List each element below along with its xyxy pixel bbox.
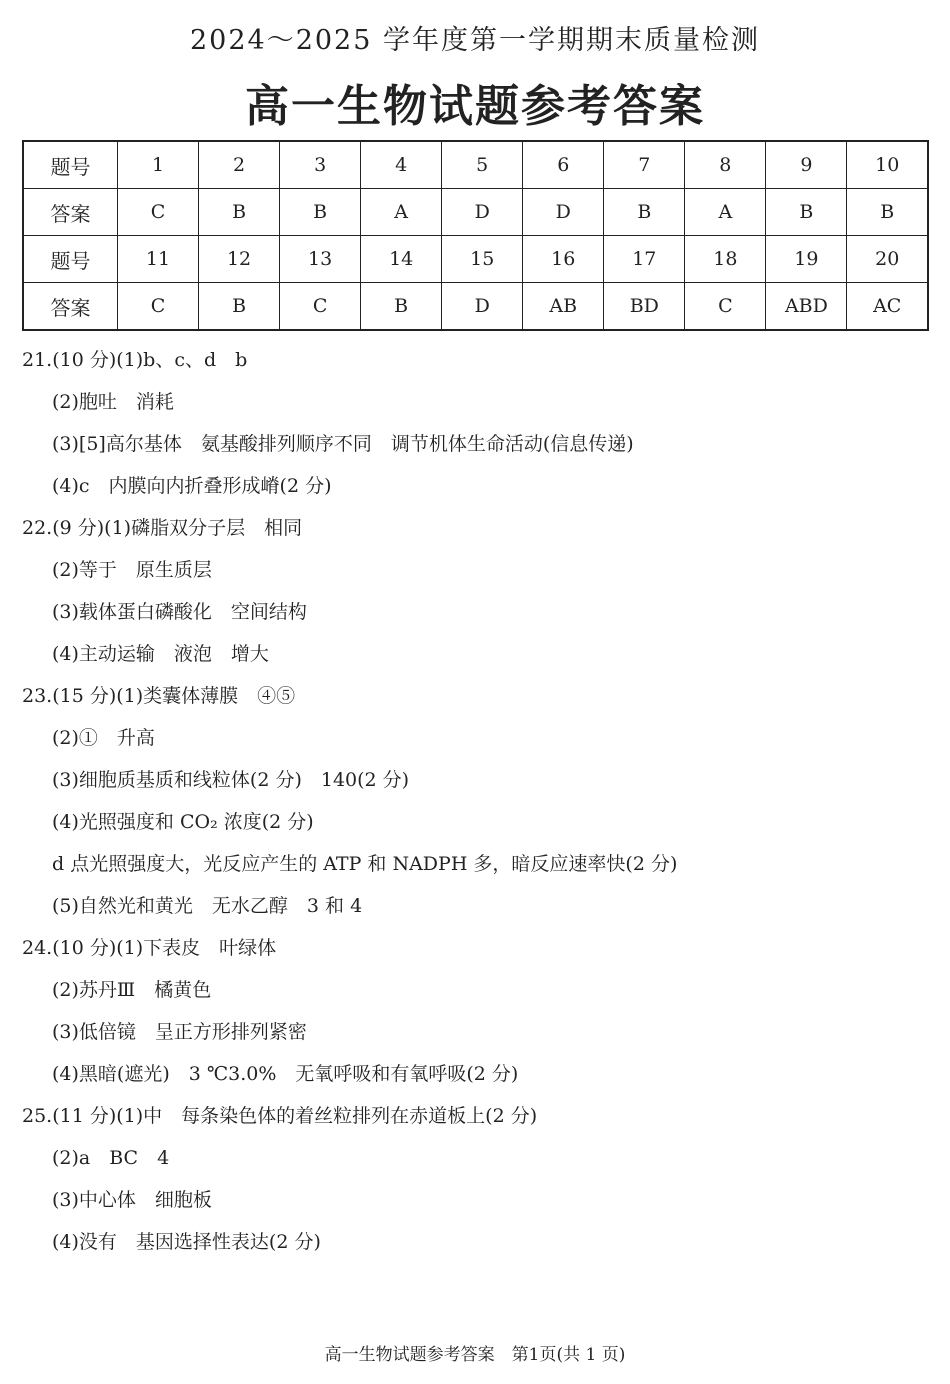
- answer-line-q21-3: (3)[5]高尔基体 氨基酸排列顺序不同 调节机体生命活动(信息传递): [52, 433, 634, 455]
- answer-cell: B: [847, 189, 928, 236]
- question-number-cell: 10: [847, 141, 928, 189]
- question-number-cell: 18: [685, 236, 766, 283]
- question-number-cell: 6: [523, 141, 604, 189]
- question-number-cell: 17: [604, 236, 685, 283]
- answer-cell: C: [280, 283, 361, 331]
- answer-line-q23-2: (2)① 升高: [52, 727, 155, 749]
- answer-line-q23-1: 23.(15 分)(1)类囊体薄膜 ④⑤: [22, 685, 296, 707]
- answer-line-q25-2: (2)a BC 4: [52, 1147, 170, 1169]
- question-number-cell: 14: [361, 236, 442, 283]
- answer-line-q22-4: (4)主动运输 液泡 增大: [52, 643, 269, 665]
- answer-line-q21-1: 21.(10 分)(1)b、c、d b: [22, 349, 248, 371]
- answer-line-q25-3: (3)中心体 细胞板: [52, 1189, 212, 1211]
- question-number-cell: 20: [847, 236, 928, 283]
- answer-cell: AB: [523, 283, 604, 331]
- question-number-cell: 11: [118, 236, 199, 283]
- answer-table: [22, 140, 929, 331]
- answer-line-q24-4: (4)黑暗(遮光) 3 ℃3.0% 无氧呼吸和有氧呼吸(2 分): [52, 1063, 519, 1085]
- answer-line-q25-4: (4)没有 基因选择性表达(2 分): [52, 1231, 321, 1253]
- answer-cell: BD: [604, 283, 685, 331]
- row-label-question: 题号: [23, 141, 118, 189]
- table-row-question-numbers-2: [23, 236, 928, 283]
- question-number-cell: 13: [280, 236, 361, 283]
- question-number-cell: 9: [766, 141, 847, 189]
- question-number-cell: 16: [523, 236, 604, 283]
- question-number-cell: 4: [361, 141, 442, 189]
- answer-cell: ABD: [766, 283, 847, 331]
- answer-cell: B: [280, 189, 361, 236]
- question-number-cell: 8: [685, 141, 766, 189]
- answer-line-q23-3: (3)细胞质基质和线粒体(2 分) 140(2 分): [52, 769, 410, 791]
- question-number-cell: 3: [280, 141, 361, 189]
- answer-line-q23-4b: d 点光照强度大，光反应产生的 ATP 和 NADPH 多，暗反应速率快(2 分): [52, 853, 678, 875]
- question-number-cell: 2: [199, 141, 280, 189]
- question-number-cell: 7: [604, 141, 685, 189]
- answer-cell: B: [766, 189, 847, 236]
- answer-line-q23-4: (4)光照强度和 CO₂ 浓度(2 分): [52, 811, 314, 833]
- row-label-answer: 答案: [23, 283, 118, 331]
- page-title: 高一生物试题参考答案: [245, 81, 705, 132]
- answer-line-q21-4: (4)c 内膜向内折叠形成嵴(2 分): [52, 475, 332, 497]
- question-number-cell: 19: [766, 236, 847, 283]
- answer-line-q23-5: (5)自然光和黄光 无水乙醇 3 和 4: [52, 895, 363, 917]
- answer-cell: B: [361, 283, 442, 331]
- answer-cell: D: [442, 189, 523, 236]
- table-row-question-numbers-1: [23, 141, 928, 189]
- answer-cell: AC: [847, 283, 928, 331]
- question-number-cell: 15: [442, 236, 523, 283]
- answer-cell: B: [604, 189, 685, 236]
- answer-cell: B: [199, 189, 280, 236]
- answer-list: [0, 339, 950, 1263]
- answer-line-q21-2: (2)胞吐 消耗: [52, 391, 174, 413]
- answer-line-q24-3: (3)低倍镜 呈正方形排列紧密: [52, 1021, 307, 1043]
- answer-cell: B: [199, 283, 280, 331]
- answer-line-q22-3: (3)载体蛋白磷酸化 空间结构: [52, 601, 307, 623]
- exam-subtitle: 2024～2025 学年度第一学期期末质量检测: [189, 25, 760, 56]
- table-row-answers-2: [23, 283, 928, 331]
- answer-line-q24-2: (2)苏丹Ⅲ 橘黄色: [52, 979, 212, 1001]
- row-label-answer: 答案: [23, 189, 118, 236]
- answer-cell: C: [118, 189, 199, 236]
- question-number-cell: 1: [118, 141, 199, 189]
- question-number-cell: 5: [442, 141, 523, 189]
- answer-cell: D: [442, 283, 523, 331]
- answer-cell: D: [523, 189, 604, 236]
- answer-cell: A: [685, 189, 766, 236]
- row-label-question: 题号: [23, 236, 118, 283]
- page-footer: 高一生物试题参考答案 第1页(共 1 页): [324, 1345, 626, 1365]
- answer-line-q25-1: 25.(11 分)(1)中 每条染色体的着丝粒排列在赤道板上(2 分): [22, 1105, 538, 1127]
- question-number-cell: 12: [199, 236, 280, 283]
- answer-cell: A: [361, 189, 442, 236]
- table-row-answers-1: [23, 189, 928, 236]
- answer-line-q22-2: (2)等于 原生质层: [52, 559, 212, 581]
- answer-line-q24-1: 24.(10 分)(1)下表皮 叶绿体: [22, 937, 277, 959]
- answer-cell: C: [685, 283, 766, 331]
- answer-line-q22-1: 22.(9 分)(1)磷脂双分子层 相同: [22, 517, 303, 539]
- answer-cell: C: [118, 283, 199, 331]
